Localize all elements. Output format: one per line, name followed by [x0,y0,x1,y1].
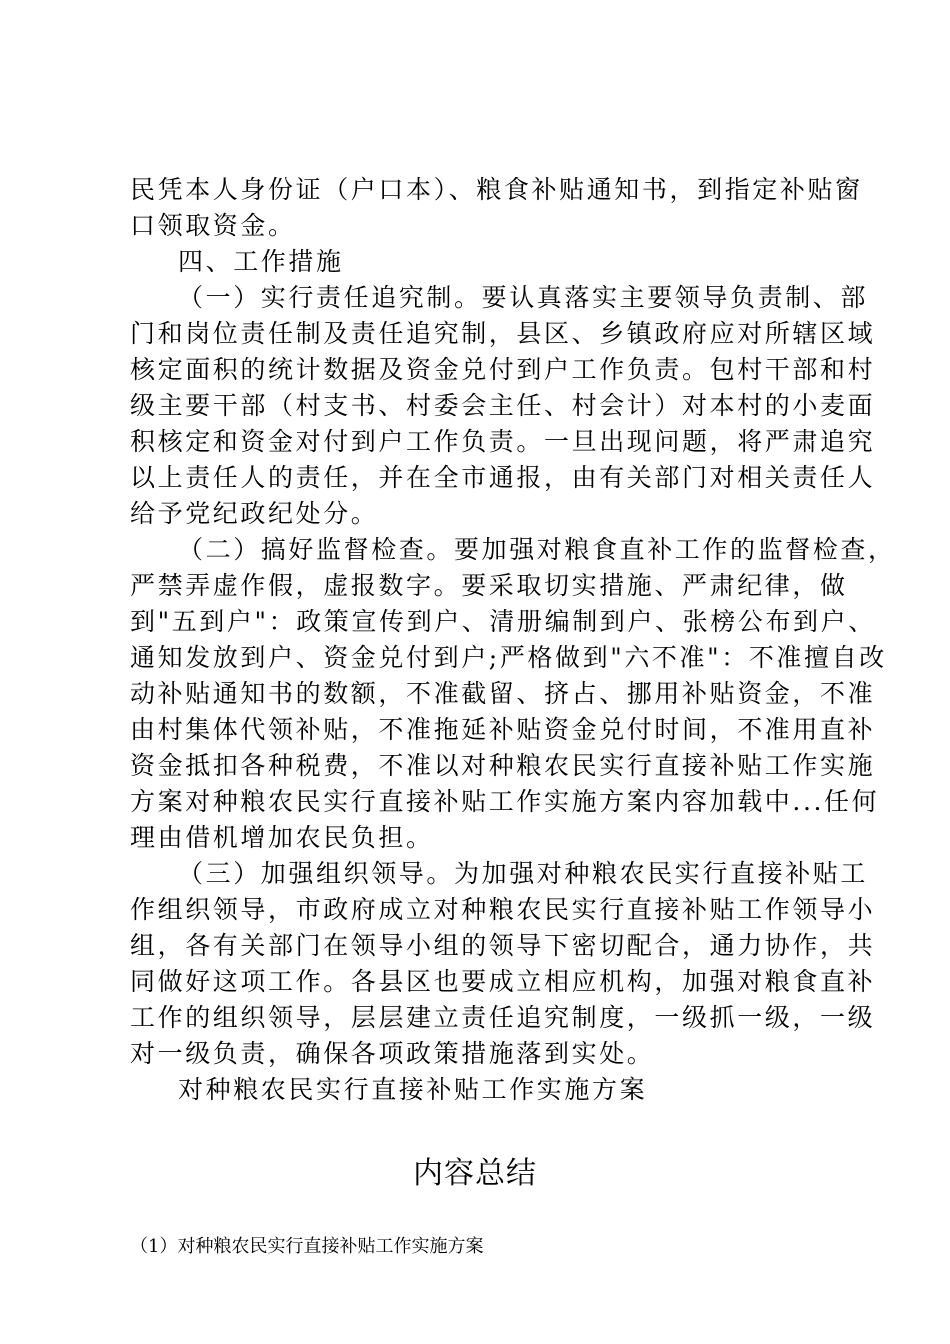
body-line: 到"五到户"：政策宣传到户、清册编制到户、张榜公布到户、 [130,607,876,636]
body-line: （二）搞好监督检查。要加强对粮食直补工作的监督检查， [178,535,896,564]
body-line: 通知发放到户、资金兑付到户;严格做到"六不准"：不准擅自改 [130,643,887,672]
summary-item: （1）对种粮农民实行直接补贴工作实施方案 [130,1236,484,1257]
body-line: 严禁弄虚作假，虚报数字。要采取切实措施、严肃纪律，做 [130,571,848,600]
body-line: 以上责任人的责任，并在全市通报，由有关部门对相关责任人 [130,463,876,492]
body-line: （一）实行责任追究制。要认真落实主要领导负责制、部 [178,283,869,312]
body-line: 资金抵扣各种税费，不准以对种粮农民实行直接补贴工作实施 [130,751,876,780]
body-line: 方案对种粮农民实行直接补贴工作实施方案内容加载中...任何 [130,787,880,816]
summary-title: 内容总结 [413,1156,537,1191]
body-line: 级主要干部（村支书、村委会主任、村会计）对本村的小麦面 [130,391,876,420]
body-line: 对一级负责，确保各项政策措施落到实处。 [130,1039,655,1068]
document-title-line: 对种粮农民实行直接补贴工作实施方案 [178,1075,648,1104]
body-line: 工作的组织领导，层层建立责任追究制度，一级抓一级，一级 [130,1003,876,1032]
body-line: 同做好这项工作。各县区也要成立相应机构，加强对粮食直补 [130,967,876,996]
body-line: 积核定和资金对付到户工作负责。一旦出现问题，将严肃追究 [130,427,876,456]
body-line: 动补贴通知书的数额，不准截留、挤占、挪用补贴资金，不准 [130,679,876,708]
body-line: 作组织领导，市政府成立对种粮农民实行直接补贴工作领导小 [130,895,876,924]
body-line: 组，各有关部门在领导小组的领导下密切配合，通力协作，共 [130,931,876,960]
section-heading: 四、工作措施 [178,247,344,276]
body-line: （三）加强组织领导。为加强对种粮农民实行直接补贴工 [178,859,869,888]
body-line: 口领取资金。 [130,211,296,240]
body-line: 门和岗位责任制及责任追究制，县区、乡镇政府应对所辖区域 [130,319,876,348]
body-line: 核定面积的统计数据及资金兑付到户工作负责。包村干部和村 [130,355,876,384]
body-line: 理由借机增加农民负担。 [130,823,434,852]
body-line: 由村集体代领补贴，不准拖延补贴资金兑付时间，不准用直补 [130,715,876,744]
body-line: 民凭本人身份证（户口本）、粮食补贴通知书，到指定补贴窗 [130,175,863,204]
body-line: 给予党纪政纪处分。 [130,499,379,528]
